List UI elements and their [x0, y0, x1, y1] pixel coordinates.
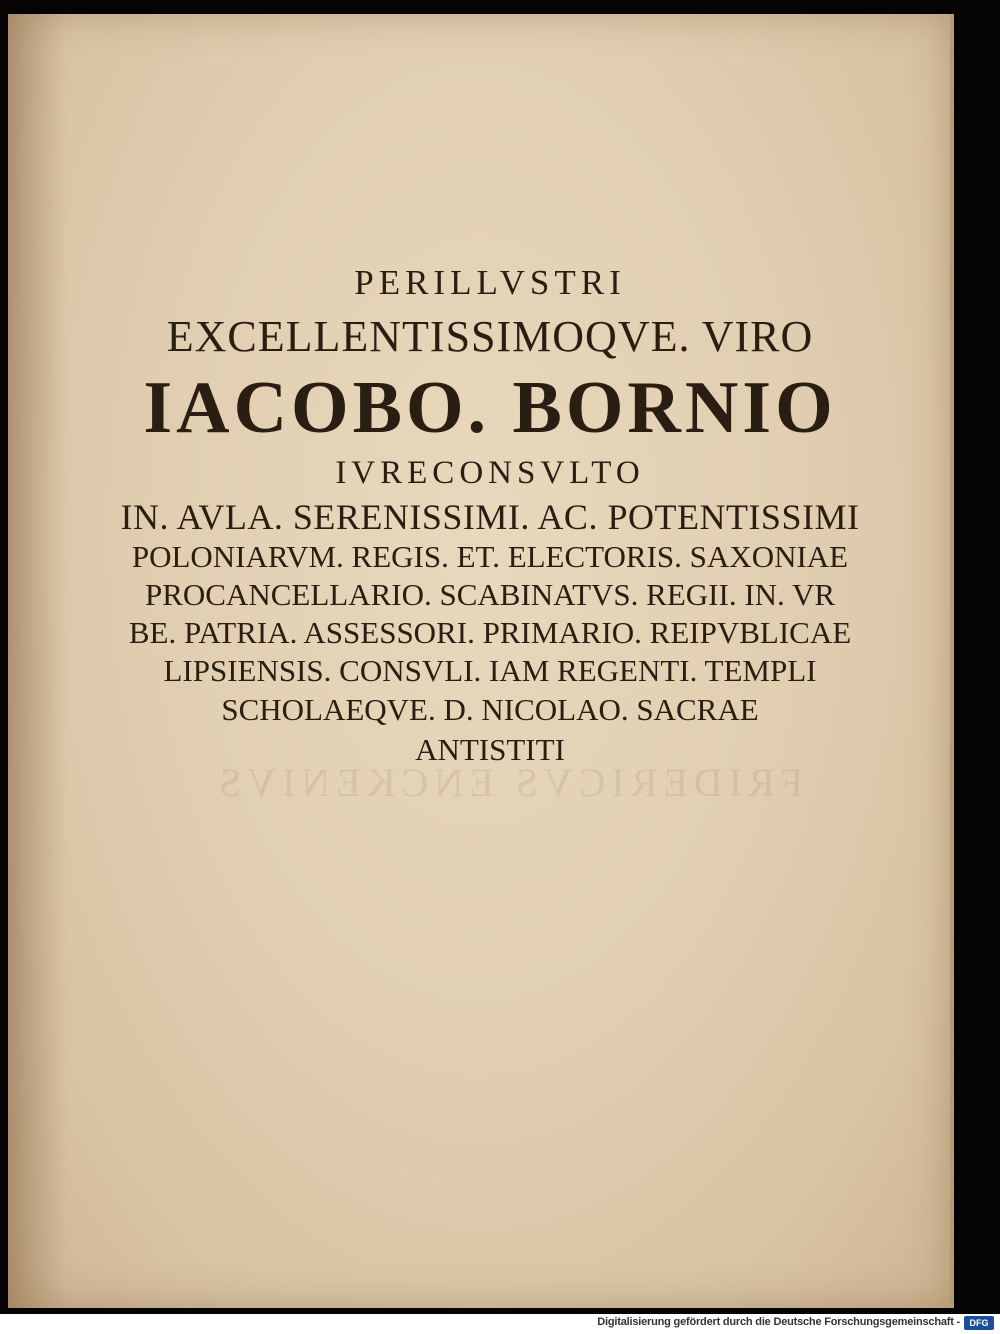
dedication-line-8: BE. PATRIA. ASSESSORI. PRIMARIO. REIPVBLICAE — [128, 615, 852, 650]
funding-credit: Digitalisierung gefördert durch die Deutsche Forschungsgemeinschaft - — [597, 1316, 960, 1328]
dedication-line-11: ANTISTITI — [415, 732, 565, 767]
bleed-through-text: FRIDERICVS ENCKENIVS — [212, 760, 804, 805]
dedication-line-9: LIPSIENSIS. CONSVLI. IAM REGENTI. TEMPLI — [163, 653, 817, 688]
dedication-line-10: SCHOLAEQVE. D. NICOLAO. SACRAE — [221, 692, 759, 727]
dedicatee-name: IACOBO. BORNIO — [143, 367, 837, 449]
dedication-line-4: IVRECONSVLTO — [335, 455, 645, 491]
dedication-line-1: PERILLVSTRI — [354, 263, 626, 302]
dedication-line-7: PROCANCELLARIO. SCABINATVS. REGII. IN. VR — [144, 577, 836, 612]
dedication-line-6: POLONIARVM. REGIS. ET. ELECTORIS. SAXONIAE — [131, 539, 849, 574]
dedication-line-5: IN. AVLA. SERENISSIMI. AC. POTENTISSIMI — [120, 497, 860, 537]
dfg-logo-icon: DFG — [964, 1316, 994, 1330]
dedication-line-2: EXCELLENTISSIMOQVE. VIRO — [166, 312, 814, 361]
dedication-text-block — [0, 258, 980, 770]
